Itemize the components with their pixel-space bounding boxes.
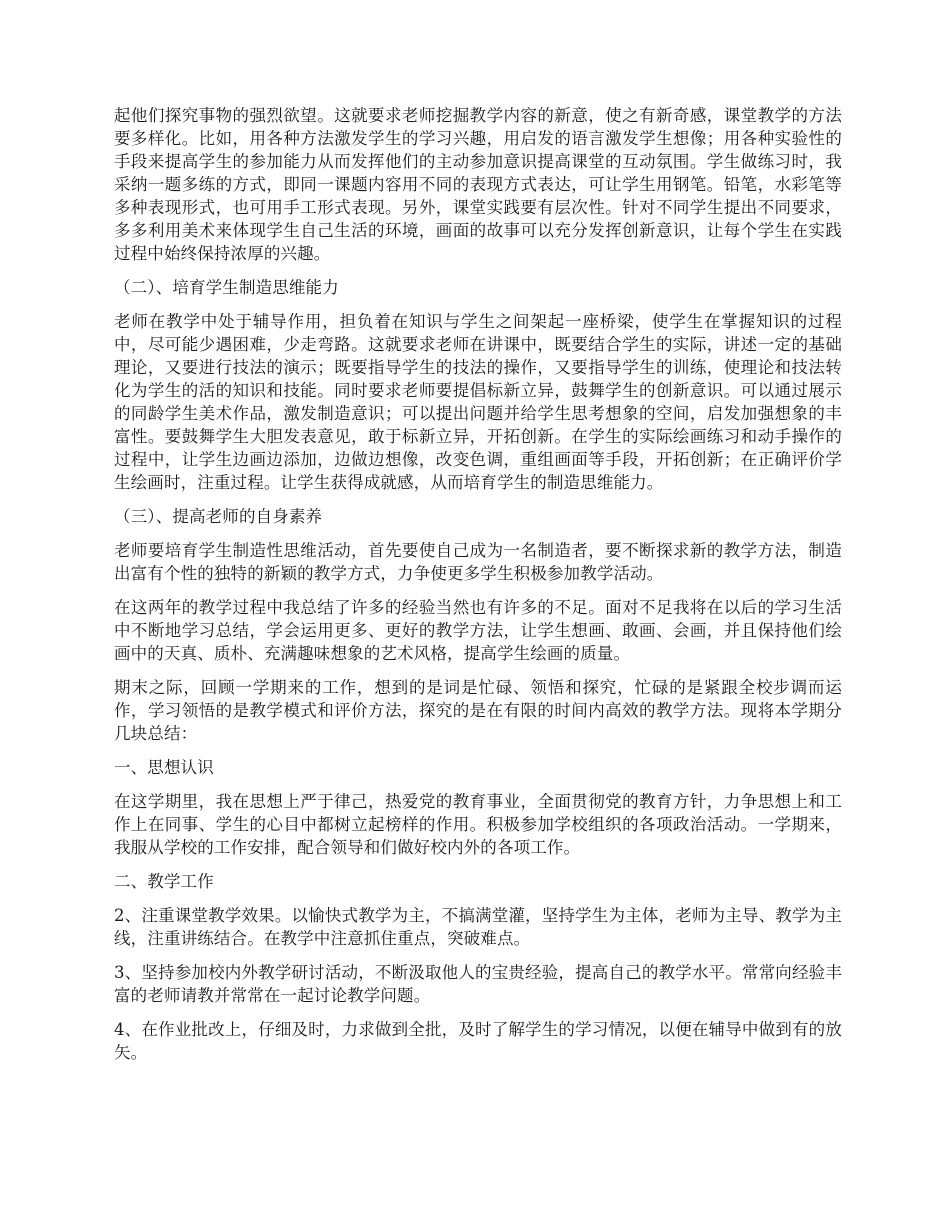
section-heading-2: （二）、培育学生制造思维能力 [114,278,339,297]
list-item-2: 2、注重课堂教学效果。以愉快式教学为主，不搞满堂灌，坚持学生为主体，老师为主导、教学为主线，注重讲练结合。在教学中注意抓住重点，突破难点。 [114,906,842,948]
list-item-4: 4、在作业批改上，仔细及时，力求做到全批，及时了解学生的学习情况，以便在辅导中做到有的放矢。 [114,1020,842,1062]
section-heading-thought: 一、思想认识 [114,758,214,777]
paragraph-teaching-methods: 起他们探究事物的强烈欲望。这就要求老师挖掘教学内容的新意，使之有新奇感，课堂教学的方法要多样化。比如，用各种方法激发学生的学习兴趣，用启发的语言激发学生想像；用各种实验性的手段来提高学生的参加能力从而发挥他们的主动参加意识提高课堂的互动氛围。学生做练习时，我采纳一题多练的方式，即同一课题内容用不同的表现方式表达，可让学生用钢笔。铅笔，水彩笔等多种表现形式，也可用手工形式表现。另外，课堂实践要有层次性。针对不同学生提出不同要求，多多利用美术来体现学生自己生活的环境，画面的故事可以充分发挥创新意识，让每个学生在实践过程中始终保持浓厚的兴趣。 [114,106,842,263]
paragraph-thought: 在这学期里，我在思想上严于律己，热爱党的教育事业，全面贯彻党的教育方针，力争思想上和工作上在同事、学生的心目中都树立起榜样的作用。积极参加学校组织的各项政治活动。一学期来，我服从学校的工作安排，配合领导和们做好校内外的各项工作。 [114,792,842,857]
section-heading-teaching-work: 二、教学工作 [114,872,214,891]
paragraph-teacher-quality: 老师要培育学生制造性思维活动，首先要使自己成为一名制造者，要不断探求新的教学方法，制造出富有个性的独特的新颖的教学方式，力争使更多学生积极参加教学活动。 [114,541,842,583]
list-item-3: 3、坚持参加校内外教学研讨活动，不断汲取他人的宝贵经验，提高自己的教学水平。常常向经验丰富的老师请教并常常在一起讨论教学问题。 [114,963,842,1005]
section-heading-3: （三）、提高老师的自身素养 [114,507,323,526]
paragraph-term-end-review: 期末之际，回顾一学期来的工作，想到的是词是忙碌、领悟和探究，忙碌的是紧跟全校步调而运作，学习领悟的是教学模式和评价方法，探究的是在有限的时间内高效的教学方法。现将本学期分几块总结： [114,678,842,743]
paragraph-creative-thinking: 老师在教学中处于辅导作用，担负着在知识与学生之间架起一座桥梁，使学生在掌握知识的过程中，尽可能少遇困难，少走弯路。这就要求老师在讲课中，既要结合学生的实际，讲述一定的基础理论，又要进行技法的演示；既要指导学生的技法的操作，又要指导学生的训练，使理论和技法转化为学生的活的知识和技能。同时要求老师要提倡标新立异，鼓舞学生的创新意识。可以通过展示的同龄学生美术作品，激发制造意识；可以提出问题并给学生思考想象的空间，启发加强想象的丰富性。要鼓舞学生大胆发表意见，敢于标新立异，开拓创新。在学生的实际绘画练习和动手操作的过程中，让学生边画边添加，边做边想像，改变色调，重组画面等手段，开拓创新；在正确评价学生绘画时，注重过程。让学生获得成就感，从而培育学生的制造思维能力。 [114,312,842,492]
document-page [114,104,842,1075]
paragraph-two-years-summary: 在这两年的教学过程中我总结了许多的经验当然也有许多的不足。面对不足我将在以后的学习生活中不断地学习总结，学会运用更多、更好的教学方法，让学生想画、敢画、会画，并且保持他们绘画中的天真、质朴、充满趣味想象的艺术风格，提高学生绘画的质量。 [114,598,842,663]
